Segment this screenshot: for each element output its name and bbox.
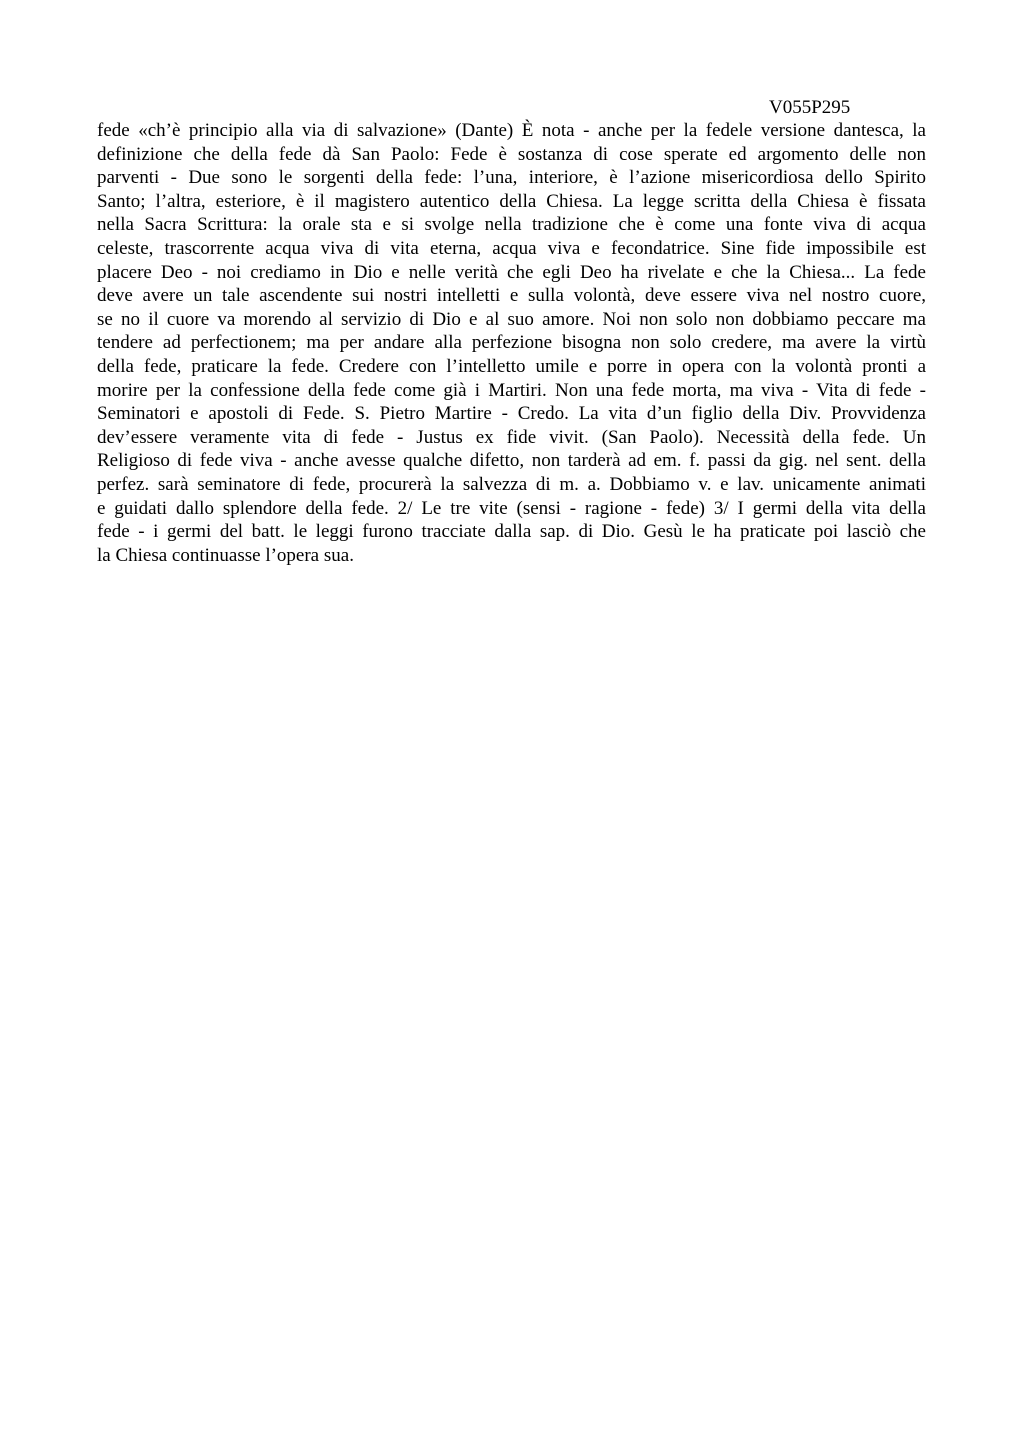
text-line: se no il cuore va morendo al servizio di Dio e al suo amore. Noi non solo non dobbiamo peccare ma [97, 308, 926, 330]
text-line: morire per la confessione della fede come già i Martiri. Non una fede morta, ma viva - Vita di fede - [97, 379, 926, 401]
text-line: Santo; l’altra, esteriore, è il magistero autentico della Chiesa. La legge scritta della Chiesa è fissata [97, 190, 926, 212]
text-line: deve avere un tale ascendente sui nostri intelletti e sulla volontà, deve essere viva nel nostro cuore, [97, 285, 926, 307]
text-line: e guidati dallo splendore della fede. 2/ Le tre vite (sensi - ragione - fede) 3/ I germi della vita della [97, 497, 926, 519]
text-line: fede «ch’è principio alla via di salvazione» (Dante) È nota - anche per la fedele versione dantesca, la [97, 120, 926, 141]
text-line: dev’essere veramente vita di fede - Justus ex fide vivit. (San Paolo). Necessità della fede. Un [97, 426, 926, 448]
text-line: definizione che della fede dà San Paolo: Fede è sostanza di cose sperate ed argomento delle non [97, 143, 926, 165]
text-line: perfez. sarà seminatore di fede, procurerà la salvezza di m. a. Dobbiamo v. e lav. unicamente animati [97, 473, 926, 495]
text-line: fede - i germi del batt. le leggi furono tracciate dalla sap. di Dio. Gesù le ha praticate poi lasciò che [97, 521, 926, 543]
text-line: della fede, praticare la fede. Credere con l’intelletto umile e porre in opera con la volontà pronti a [97, 355, 926, 377]
text-line: placere Deo - noi crediamo in Dio e nelle verità che egli Deo ha rivelate e che la Chiesa... La fede [97, 261, 926, 283]
text-line: Religioso di fede viva - anche avesse qualche difetto, non tarderà ad em. f. passi da gig. nel sent. della [97, 450, 926, 472]
text-line: la Chiesa continuasse l’opera sua. [97, 544, 354, 566]
text-line: parventi - Due sono le sorgenti della fede: l’una, interiore, è l’azione misericordiosa dello Spirito [97, 167, 926, 189]
text-line: celeste, trascorrente acqua viva di vita eterna, acqua viva e fecondatrice. Sine fide impossibile est [97, 237, 926, 259]
body-paragraph [97, 119, 926, 567]
text-line: Seminatori e apostoli di Fede. S. Pietro Martire - Credo. La vita d’un figlio della Div. Provvidenza [97, 403, 926, 425]
page-identifier: V055P295 [769, 97, 851, 118]
text-line: tendere ad perfectionem; ma per andare alla perfezione bisogna non solo credere, ma avere la virtù [97, 332, 926, 354]
text-line: nella Sacra Scrittura: la orale sta e si svolge nella tradizione che è come una fonte viva di acqua [97, 214, 926, 236]
